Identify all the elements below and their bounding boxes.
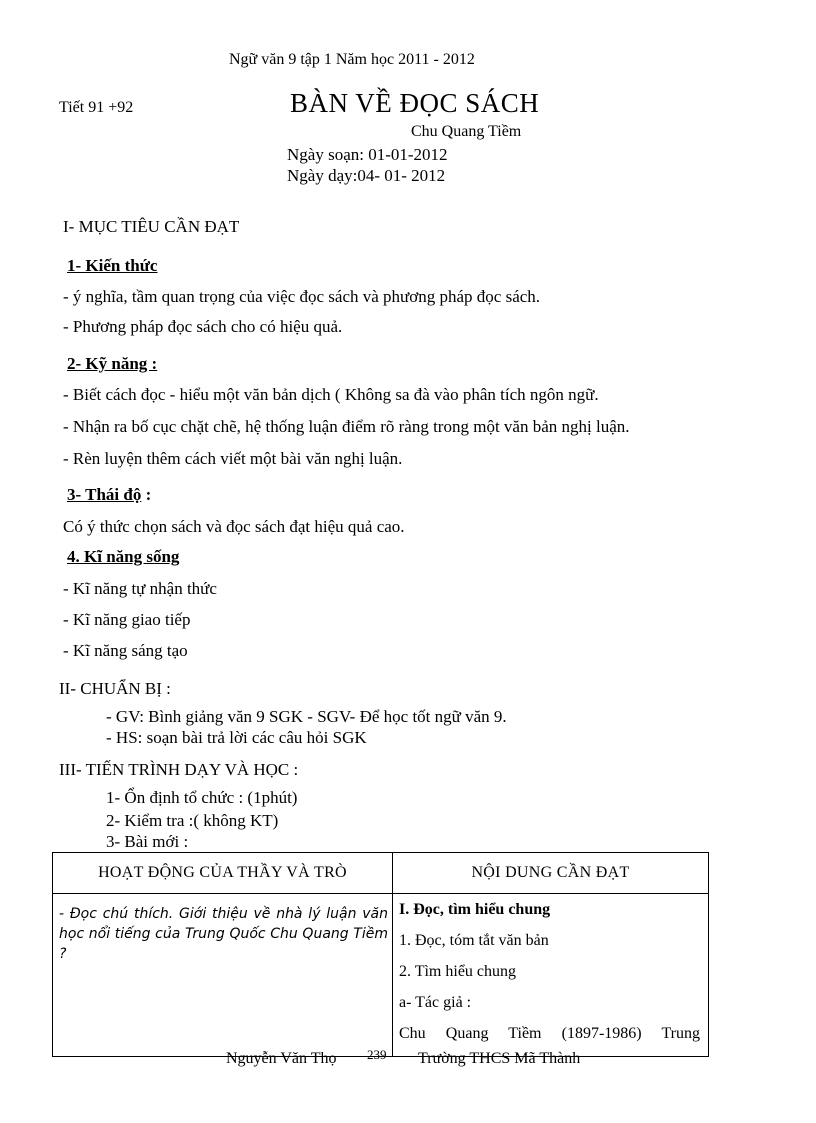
running-header: Ngữ văn 9 tập 1 Năm học 2011 - 2012 <box>229 51 475 68</box>
prep-date: Ngày soạn: 01-01-2012 <box>287 145 448 164</box>
section-procedure-heading: III- TIẾN TRÌNH DẠY VÀ HỌC : <box>59 760 299 779</box>
skills-item: - Biết cách đọc - hiểu một văn bản dịch ( Không sa đà vào phân tích ngôn ngữ. <box>63 385 599 404</box>
table-row <box>53 894 709 1057</box>
content-cell <box>393 894 709 1057</box>
table-header-content: NỘI DUNG CẦN ĐẠT <box>393 853 709 894</box>
knowledge-item: - Phương pháp đọc sách cho có hiệu quả. <box>63 317 343 336</box>
page-title: BÀN VỀ ĐỌC SÁCH <box>290 88 540 118</box>
skills-heading: 2- Kỹ năng : <box>67 354 158 373</box>
procedure-item: 2- Kiểm tra :( không KT) <box>106 811 279 830</box>
footer-teacher: Nguyễn Văn Thọ <box>226 1050 337 1067</box>
attitude-heading-label: 3- Thái độ <box>67 485 142 504</box>
section-objectives-heading: I- MỤC TIÊU CẦN ĐẠT <box>63 217 240 236</box>
life-skills-item: - Kĩ năng tự nhận thức <box>63 579 217 598</box>
section-preparation-heading: II- CHUẨN BỊ : <box>59 679 171 698</box>
content-line: 1. Đọc, tóm tắt văn bản <box>399 932 549 949</box>
table-header-activities: HOẠT ĐỘNG CỦA THẦY VÀ TRÒ <box>53 853 393 894</box>
content-line: a- Tác giả : <box>399 994 472 1011</box>
content-line: 2. Tìm hiểu chung <box>399 963 517 980</box>
preparation-item: - HS: soạn bài trả lời các câu hỏi SGK <box>106 728 367 747</box>
footer-school: Trường THCS Mã Thành <box>418 1050 581 1067</box>
life-skills-heading: 4. Kĩ năng sống <box>67 547 180 566</box>
content-line: I. Đọc, tìm hiểu chung <box>399 901 551 918</box>
attitude-item: Có ý thức chọn sách và đọc sách đạt hiệu quả cao. <box>63 517 405 536</box>
life-skills-item: - Kĩ năng giao tiếp <box>63 610 191 629</box>
procedure-item: 1- Ổn định tổ chức : (1phút) <box>106 788 298 807</box>
attitude-heading-suffix: : <box>141 485 152 504</box>
attitude-heading <box>67 485 151 505</box>
procedure-item: 3- Bài mới : <box>106 832 189 851</box>
skills-item: - Nhận ra bố cục chặt chẽ, hệ thống luận điểm rõ ràng trong một văn bản nghị luận. <box>63 417 630 436</box>
knowledge-heading: 1- Kiến thức <box>67 256 158 275</box>
life-skills-item: - Kĩ năng sáng tạo <box>63 641 188 660</box>
table-header-row <box>53 853 709 894</box>
knowledge-item: - ý nghĩa, tầm quan trọng của việc đọc sách và phương pháp đọc sách. <box>63 287 541 306</box>
preparation-item: - GV: Bình giảng văn 9 SGK - SGV- Để học tốt ngữ văn 9. <box>106 707 507 726</box>
teach-date: Ngày dạy:04- 01- 2012 <box>287 166 446 185</box>
lesson-period: Tiết 91 +92 <box>59 99 134 116</box>
lesson-table <box>52 852 709 1057</box>
skills-item: - Rèn luyện thêm cách viết một bài văn nghị luận. <box>63 449 403 468</box>
activity-cell: - Đọc chú thích. Giới thiệu về nhà lý luận văn học nổi tiếng của Trung Quốc Chu Quang Tiềm ? <box>53 894 393 1057</box>
content-line: Chu Quang Tiềm (1897-1986) Trung <box>399 1025 700 1042</box>
footer-page-number: 239 <box>367 1047 387 1062</box>
author-name: Chu Quang Tiềm <box>411 123 522 140</box>
